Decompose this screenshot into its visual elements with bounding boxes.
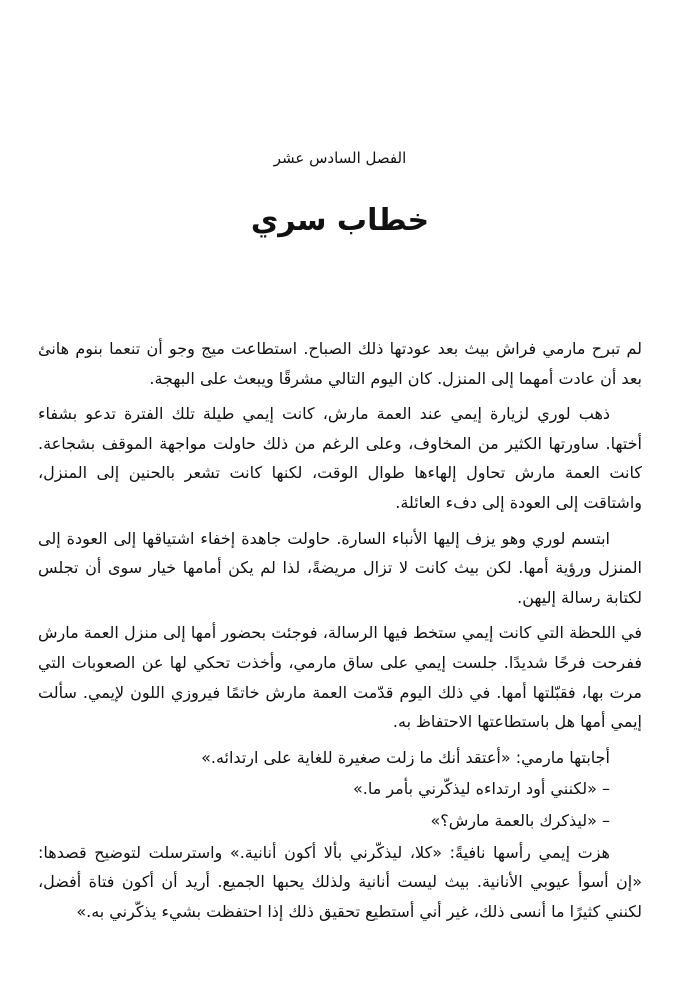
dialogue-line: – «لكنني أود ارتداءه ليذكّرني بأمر ما.» bbox=[352, 779, 610, 799]
paragraph: في اللحظة التي كانت إيمي ستخط فيها الرسالة، فوجئت بحضور أمها إلى منزل العمة مارش ففرحت فرحًا شديدًا. جلست إيمي على ساق مارمي، وأخذت تحكي لها عن الصعوبات التي مرت بها، فقبّلتها أمها. في ذلك اليوم قدّمت العمة مارش خاتمًا فيروزي اللون لإيمي. سألت إيمي أمها هل باستطاعتها الاحتفاظ به. bbox=[38, 623, 642, 732]
paragraph: ابتسم لوري وهو يزف إليها الأنباء السارة. حاولت جاهدة إخفاء اشتياقها إلى العودة إلى المنزل ورؤية أمها. لكن بيث كانت لا تزال مريضةً، لذا لم يكن أمامها خيار سوى أن تجلس لكتابة رسالة إليهن. bbox=[38, 528, 642, 607]
paragraph: لم تبرح مارمي فراش بيث بعد عودتها ذلك الصباح. استطاعت ميج وجو أن تنعما بنوم هانئ بعد أن عادت أمهما إلى المنزل. كان اليوم التالي مشرقًا ويبعث على البهجة. bbox=[38, 339, 642, 388]
paragraph: ذهب لوري لزيارة إيمي عند العمة مارش، كانت إيمي طيلة تلك الفترة تدعو بشفاء أختها. ساورتها الكثير من المخاوف، وعلى الرغم من ذلك حاولت مواجهة الموقف بشجاعة. كانت العمة مارش تحاول إلهاءها طوال الوقت، لكنها كانت تشعر بالحنين إلى المنزل، واشتاقت إلى العودة إلى دفء العائلة. bbox=[38, 404, 642, 512]
chapter-title: خطاب سري bbox=[250, 203, 430, 238]
chapter-body bbox=[38, 334, 642, 932]
paragraph: هزت إيمي رأسها نافيةً: «كلا، ليذكّرني بألا أكون أنانية.» واسترسلت لتوضيح قصدها: «إن أسوأ عيوبي الأنانية. بيث ليست أنانية ولذلك يحبها الجميع. أريد أن أكون فتاة أفضل، لكنني كثيرًا ما أنسى ذلك، غير أني أستطيع تحقيق ذلك إذا احتفظت بشيء يذكّرني به.» bbox=[38, 842, 642, 921]
dialogue-line: – «ليذكرك بالعمة مارش؟» bbox=[430, 810, 610, 830]
dialogue-line: أجابتها مارمي: «أعتقد أنك ما زلت صغيرة للغاية على ارتدائه.» bbox=[201, 747, 610, 767]
chapter-label: الفصل السادس عشر bbox=[273, 149, 407, 167]
